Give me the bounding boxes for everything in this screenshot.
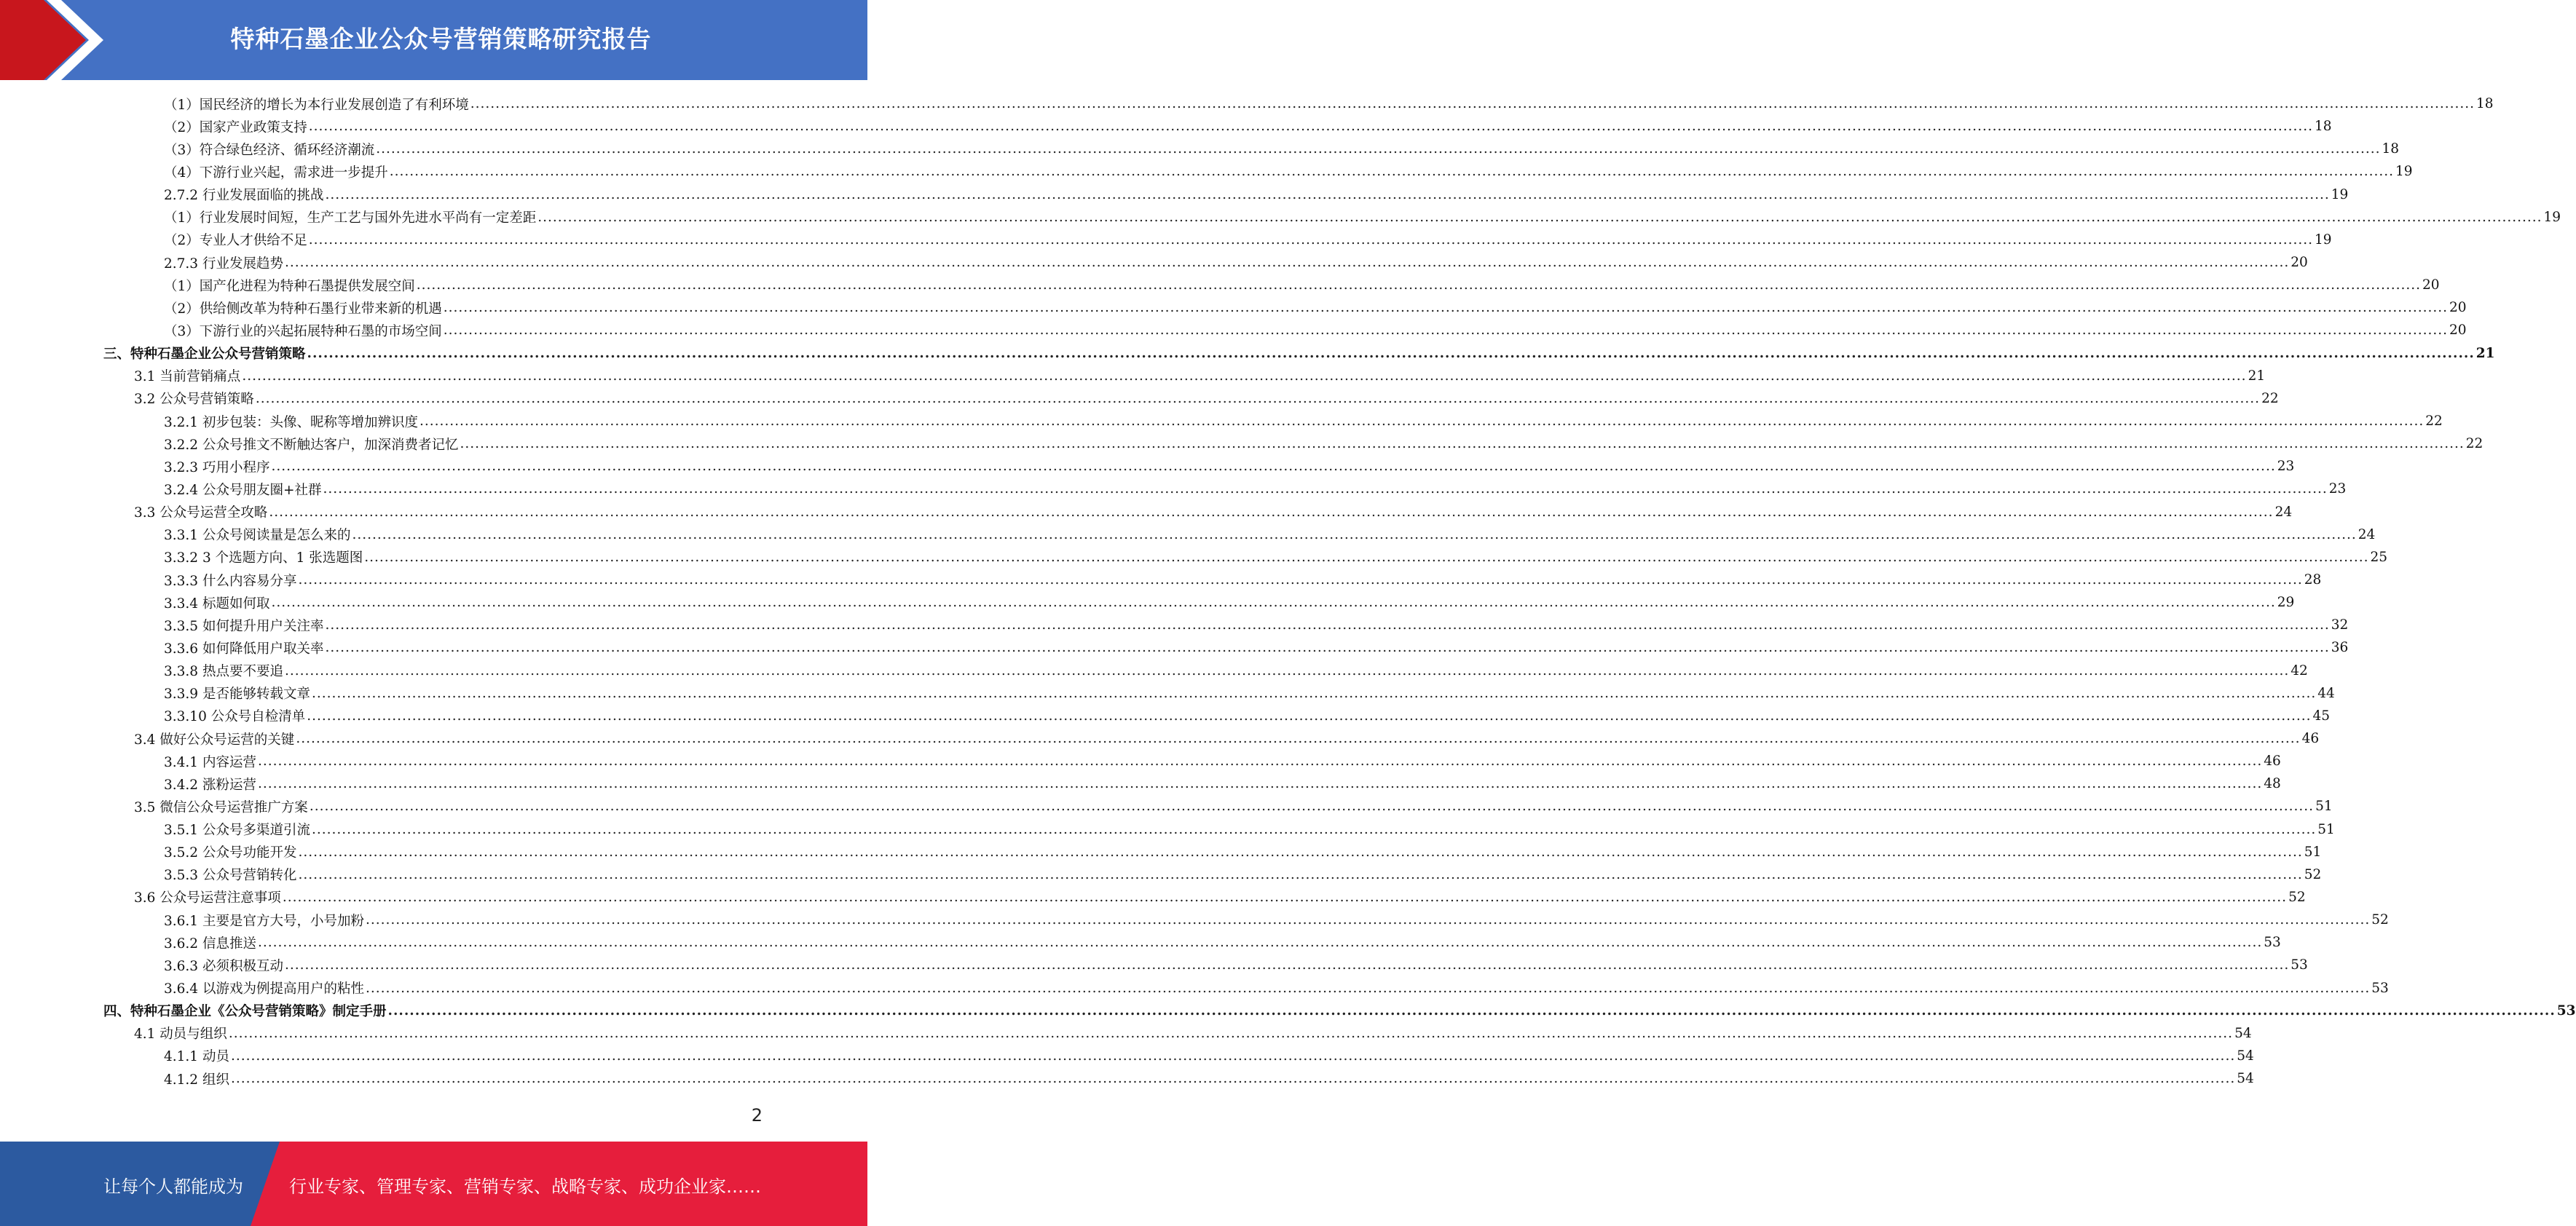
toc-entry-page: 24 <box>2358 526 2376 542</box>
toc-dot-leader: ................................................................................................................................................................................................................................................................................................................................................................................................................ <box>325 640 2330 656</box>
toc-entry[interactable] <box>0 274 2440 296</box>
toc-dot-leader: ................................................................................................................................................................................................................................................................................................................................................................................................................ <box>257 776 2263 792</box>
page-header <box>0 0 867 80</box>
toc-entry-page: 46 <box>2301 731 2320 746</box>
toc-entry-page: 25 <box>2370 549 2388 565</box>
toc-entry[interactable] <box>0 478 2347 500</box>
toc-entry-page: 19 <box>2315 232 2332 248</box>
toc-entry[interactable] <box>0 1022 2252 1045</box>
toc-entry-title: 2.7.2 行业发展面临的挑战 <box>164 188 324 204</box>
toc-dot-leader: ................................................................................................................................................................................................................................................................................................................................................................................................................ <box>419 414 2425 430</box>
toc-dot-leader: ................................................................................................................................................................................................................................................................................................................................................................................................................ <box>242 368 2247 384</box>
toc-entry-page: 53 <box>2291 957 2308 973</box>
toc-dot-leader: ................................................................................................................................................................................................................................................................................................................................................................................................................ <box>257 935 2263 951</box>
toc-entry-page: 52 <box>2371 912 2389 928</box>
toc-entry-title: （1）国产化进程为特种石墨提供发展空间 <box>164 278 415 294</box>
toc-entry-title: 3.3.8 热点要不要追 <box>164 664 283 680</box>
toc-entry-title: 3.3.4 标题如何取 <box>164 596 270 612</box>
toc-entry[interactable] <box>0 387 2279 410</box>
toc-dot-leader: ................................................................................................................................................................................................................................................................................................................................................................................................................ <box>269 504 2274 520</box>
toc-entry[interactable] <box>0 501 2293 523</box>
toc-entry[interactable] <box>0 818 2335 841</box>
toc-entry[interactable] <box>0 909 2389 931</box>
toc-entry[interactable] <box>0 682 2335 705</box>
toc-entry[interactable] <box>0 795 2333 818</box>
toc-entry[interactable] <box>0 160 2413 183</box>
toc-entry-page: 54 <box>2237 1048 2254 1064</box>
toc-entry-title: （2）供给侧改革为特种石墨行业带来新的机遇 <box>164 301 442 317</box>
toc-entry[interactable] <box>0 319 2467 341</box>
toc-entry-title: 3.2.3 巧用小程序 <box>164 459 270 475</box>
toc-entry-page: 51 <box>2315 799 2333 815</box>
toc-entry-title: 4.1.1 动员 <box>164 1049 229 1065</box>
toc-entry-page: 48 <box>2264 776 2281 792</box>
toc-dot-leader: ................................................................................................................................................................................................................................................................................................................................................................................................................ <box>387 1002 2556 1019</box>
toc-dot-leader: ................................................................................................................................................................................................................................................................................................................................................................................................................ <box>307 345 2475 361</box>
toc-entry[interactable] <box>0 229 2332 251</box>
toc-entry-page: 18 <box>2476 96 2494 112</box>
toc-dot-leader: ................................................................................................................................................................................................................................................................................................................................................................................................................ <box>271 459 2276 475</box>
toc-dot-leader: ................................................................................................................................................................................................................................................................................................................................................................................................................ <box>352 526 2357 542</box>
toc-entry-page: 18 <box>2382 141 2400 157</box>
toc-dot-leader: ................................................................................................................................................................................................................................................................................................................................................................................................................ <box>376 141 2381 157</box>
toc-dot-leader: ................................................................................................................................................................................................................................................................................................................................................................................................................ <box>364 549 2369 565</box>
toc-entry-page: 22 <box>2261 390 2279 406</box>
toc-entry-title: 3.4 做好公众号运营的关键 <box>134 732 295 748</box>
toc-entry-title: 3.6.2 信息推送 <box>164 936 256 952</box>
toc-dot-leader: ................................................................................................................................................................................................................................................................................................................................................................................................................ <box>470 96 2475 112</box>
toc-entry-page: 54 <box>2234 1025 2252 1041</box>
toc-dot-leader: ................................................................................................................................................................................................................................................................................................................................................................................................................ <box>389 164 2395 180</box>
toc-entry-page: 42 <box>2291 663 2308 679</box>
toc-entry[interactable] <box>0 523 2376 546</box>
toc-entry-page: 46 <box>2264 754 2281 770</box>
toc-dot-leader: ................................................................................................................................................................................................................................................................................................................................................................................................................ <box>365 980 2371 996</box>
toc-entry-title: 3.3.3 什么内容易分享 <box>164 573 297 589</box>
toc-entry-title: 3.3.6 如何降低用户取关率 <box>164 641 324 657</box>
toc-entry-title: 3.2 公众号营销策略 <box>134 392 254 408</box>
toc-entry-page: 18 <box>2315 119 2332 135</box>
toc-dot-leader: ................................................................................................................................................................................................................................................................................................................................................................................................................ <box>298 866 2303 882</box>
toc-dot-leader: ................................................................................................................................................................................................................................................................................................................................................................................................................ <box>298 572 2303 588</box>
toc-dot-leader: ................................................................................................................................................................................................................................................................................................................................................................................................................ <box>365 912 2371 928</box>
toc-entry[interactable] <box>0 772 2281 795</box>
toc-entry[interactable] <box>0 614 2349 636</box>
toc-dot-leader: ................................................................................................................................................................................................................................................................................................................................................................................................................ <box>311 821 2317 837</box>
toc-entry-title: 3.5.3 公众号营销转化 <box>164 868 297 884</box>
toc-entry-page: 45 <box>2312 708 2331 724</box>
toc-entry-title: 3.1 当前营销痛点 <box>134 369 241 385</box>
toc-dot-leader: ................................................................................................................................................................................................................................................................................................................................................................................................................ <box>309 799 2315 815</box>
toc-entry[interactable] <box>0 546 2388 569</box>
toc-entry[interactable] <box>0 569 2322 591</box>
toc-entry-title: 3.3.9 是否能够转载文章 <box>164 687 310 703</box>
toc-dot-leader: ................................................................................................................................................................................................................................................................................................................................................................................................................ <box>230 1048 2236 1064</box>
toc-entry-title: （3）符合绿色经济、循环经济潮流 <box>164 142 375 158</box>
toc-entry-title: （4）下游行业兴起，需求进一步提升 <box>164 165 388 181</box>
toc-entry[interactable] <box>0 455 2295 478</box>
toc-entry[interactable] <box>0 591 2295 614</box>
toc-entry[interactable] <box>0 183 2349 206</box>
toc-entry[interactable] <box>0 92 2494 115</box>
toc-entry-title: （2）国家产业政策支持 <box>164 119 307 135</box>
toc-dot-leader: ................................................................................................................................................................................................................................................................................................................................................................................................................ <box>271 595 2276 611</box>
toc-dot-leader: ................................................................................................................................................................................................................................................................................................................................................................................................................ <box>308 232 2314 248</box>
toc-entry-page: 51 <box>2304 844 2322 860</box>
toc-entry[interactable] <box>0 660 2308 682</box>
toc-dot-leader: ................................................................................................................................................................................................................................................................................................................................................................................................................ <box>460 436 2465 452</box>
toc-dot-leader: ................................................................................................................................................................................................................................................................................................................................................................................................................ <box>443 300 2449 316</box>
toc-entry[interactable] <box>0 976 2389 999</box>
toc-entry-title: 3.6 公众号运营注意事项 <box>134 890 281 906</box>
toc-dot-leader: ................................................................................................................................................................................................................................................................................................................................................................................................................ <box>298 844 2303 860</box>
toc-entry-page: 32 <box>2331 617 2349 633</box>
toc-entry[interactable] <box>0 1000 2576 1022</box>
toc-dot-leader: ................................................................................................................................................................................................................................................................................................................................................................................................................ <box>307 708 2312 724</box>
toc-dot-leader: ................................................................................................................................................................................................................................................................................................................................................................................................................ <box>308 119 2314 135</box>
footer-slogan-left: 让每个人都能成为 <box>103 1176 243 1197</box>
toc-dot-leader: ................................................................................................................................................................................................................................................................................................................................................................................................................ <box>284 255 2290 271</box>
toc-entry-page: 23 <box>2328 481 2347 497</box>
toc-entry-title: （1）国民经济的增长为本行业发展创造了有利环境 <box>164 97 469 113</box>
toc-entry-title: （2）专业人才供给不足 <box>164 233 307 249</box>
header-title: 特种石墨企业公众号营销策略研究报告 <box>230 25 652 53</box>
toc-entry-title: 2.7.3 行业发展趋势 <box>164 256 283 272</box>
table-of-contents <box>0 92 2576 1090</box>
toc-entry-page: 28 <box>2304 572 2322 588</box>
toc-entry[interactable] <box>0 365 2266 387</box>
toc-dot-leader: ................................................................................................................................................................................................................................................................................................................................................................................................................ <box>325 617 2330 633</box>
toc-entry-title: 3.5.1 公众号多渠道引流 <box>164 823 310 839</box>
toc-entry[interactable] <box>0 931 2281 954</box>
toc-entry-title: 4.1.2 组织 <box>164 1072 229 1088</box>
toc-entry-page: 29 <box>2277 595 2295 611</box>
toc-entry-title: 3.2.1 初步包装：头像、昵称等增加辨识度 <box>164 414 418 430</box>
toc-entry[interactable] <box>0 636 2349 659</box>
toc-entry-title: 3.3.5 如何提升用户关注率 <box>164 618 324 634</box>
toc-entry[interactable] <box>0 841 2322 863</box>
toc-entry-page: 22 <box>2465 436 2484 452</box>
toc-dot-leader: ................................................................................................................................................................................................................................................................................................................................................................................................................ <box>284 663 2290 679</box>
toc-entry-title: 3.6.1 主要是官方大号，小号加粉 <box>164 913 364 929</box>
toc-entry-title: 四、特种石墨企业《公众号营销策略》制定手册 <box>103 1004 387 1020</box>
toc-entry-page: 44 <box>2317 685 2335 701</box>
page-footer <box>0 1142 867 1226</box>
toc-entry-title: 3.2.4 公众号朋友圈+社群 <box>164 482 322 498</box>
toc-entry-title: 3.2.2 公众号推文不断触达客户，加深消费者记忆 <box>164 437 459 453</box>
toc-entry-page: 53 <box>2556 1002 2576 1019</box>
toc-entry-page: 52 <box>2288 889 2306 905</box>
toc-entry-page: 54 <box>2237 1071 2254 1087</box>
toc-dot-leader: ................................................................................................................................................................................................................................................................................................................................................................................................................ <box>323 481 2328 497</box>
page-number: 2 <box>751 1105 763 1126</box>
toc-entry-title: 3.4.1 内容运营 <box>164 754 256 770</box>
toc-entry[interactable] <box>0 115 2332 138</box>
toc-dot-leader: ................................................................................................................................................................................................................................................................................................................................................................................................................ <box>296 731 2301 746</box>
toc-entry[interactable] <box>0 727 2320 750</box>
toc-entry-title: 3.5.2 公众号功能开发 <box>164 845 297 861</box>
toc-entry-page: 36 <box>2331 640 2349 656</box>
toc-entry-title: 4.1 动员与组织 <box>134 1027 227 1043</box>
toc-entry-page: 20 <box>2422 277 2440 293</box>
footer-slogan-right: 行业专家、管理专家、营销专家、战略专家、成功企业家…… <box>289 1176 761 1197</box>
toc-entry-page: 24 <box>2274 504 2293 520</box>
toc-entry-page: 23 <box>2277 459 2295 475</box>
toc-entry-title: 3.6.4 以游戏为例提高用户的粘性 <box>164 981 364 997</box>
toc-dot-leader: ................................................................................................................................................................................................................................................................................................................................................................................................................ <box>443 323 2449 339</box>
toc-entry-page: 21 <box>2475 345 2495 361</box>
toc-entry[interactable] <box>0 750 2281 772</box>
toc-entry-page: 22 <box>2425 414 2443 430</box>
toc-entry-title: （3）下游行业的兴起拓展特种石墨的市场空间 <box>164 323 442 339</box>
toc-dot-leader: ................................................................................................................................................................................................................................................................................................................................................................................................................ <box>282 889 2288 905</box>
toc-entry[interactable] <box>0 410 2443 432</box>
toc-entry-page: 19 <box>2331 186 2349 202</box>
toc-entry[interactable] <box>0 863 2322 886</box>
toc-entry-page: 51 <box>2317 821 2335 837</box>
toc-entry[interactable] <box>0 138 2400 160</box>
toc-entry-title: 三、特种石墨企业公众号营销策略 <box>103 347 306 363</box>
toc-entry[interactable] <box>0 954 2308 976</box>
toc-entry-page: 20 <box>2449 300 2467 316</box>
toc-entry-title: （1）行业发展时间短，生产工艺与国外先进水平尚有一定差距 <box>164 210 537 226</box>
toc-entry[interactable] <box>0 705 2331 727</box>
toc-entry-title: 3.3.10 公众号自检清单 <box>164 709 306 725</box>
toc-entry-title: 3.3.2 3 个选题方向、1 张选题图 <box>164 550 363 566</box>
toc-dot-leader: ................................................................................................................................................................................................................................................................................................................................................................................................................ <box>230 1071 2236 1087</box>
toc-entry-page: 21 <box>2248 368 2266 384</box>
toc-entry-title: 3.3 公众号运营全攻略 <box>134 505 268 521</box>
toc-entry-page: 53 <box>2264 935 2281 951</box>
toc-dot-leader: ................................................................................................................................................................................................................................................................................................................................................................................................................ <box>228 1025 2234 1041</box>
toc-entry-page: 53 <box>2371 980 2389 996</box>
toc-entry[interactable] <box>0 206 2561 229</box>
toc-entry[interactable] <box>0 342 2495 365</box>
toc-entry-title: 3.4.2 涨粉运营 <box>164 777 256 793</box>
toc-dot-leader: ................................................................................................................................................................................................................................................................................................................................................................................................................ <box>325 186 2330 202</box>
toc-dot-leader: ................................................................................................................................................................................................................................................................................................................................................................................................................ <box>311 685 2317 701</box>
toc-entry-title: 3.5 微信公众号运营推广方案 <box>134 799 308 815</box>
toc-entry-page: 52 <box>2304 866 2322 882</box>
toc-entry-page: 20 <box>2291 255 2308 271</box>
toc-entry[interactable] <box>0 886 2306 909</box>
toc-entry-title: 3.3.1 公众号阅读量是怎么来的 <box>164 528 351 544</box>
toc-entry[interactable] <box>0 296 2467 319</box>
toc-entry[interactable] <box>0 432 2484 455</box>
toc-dot-leader: ................................................................................................................................................................................................................................................................................................................................................................................................................ <box>416 277 2422 293</box>
toc-dot-leader: ................................................................................................................................................................................................................................................................................................................................................................................................................ <box>257 754 2263 770</box>
toc-entry[interactable] <box>0 1045 2254 1067</box>
toc-entry[interactable] <box>0 251 2308 274</box>
toc-dot-leader: ................................................................................................................................................................................................................................................................................................................................................................................................................ <box>255 390 2261 406</box>
toc-entry-page: 20 <box>2449 323 2467 339</box>
toc-dot-leader: ................................................................................................................................................................................................................................................................................................................................................................................................................ <box>284 957 2290 973</box>
toc-entry[interactable] <box>0 1067 2254 1090</box>
toc-entry-page: 19 <box>2395 164 2413 180</box>
toc-entry-page: 19 <box>2543 209 2561 225</box>
toc-entry-title: 3.6.3 必须积极互动 <box>164 958 283 974</box>
toc-dot-leader: ................................................................................................................................................................................................................................................................................................................................................................................................................ <box>537 209 2542 225</box>
